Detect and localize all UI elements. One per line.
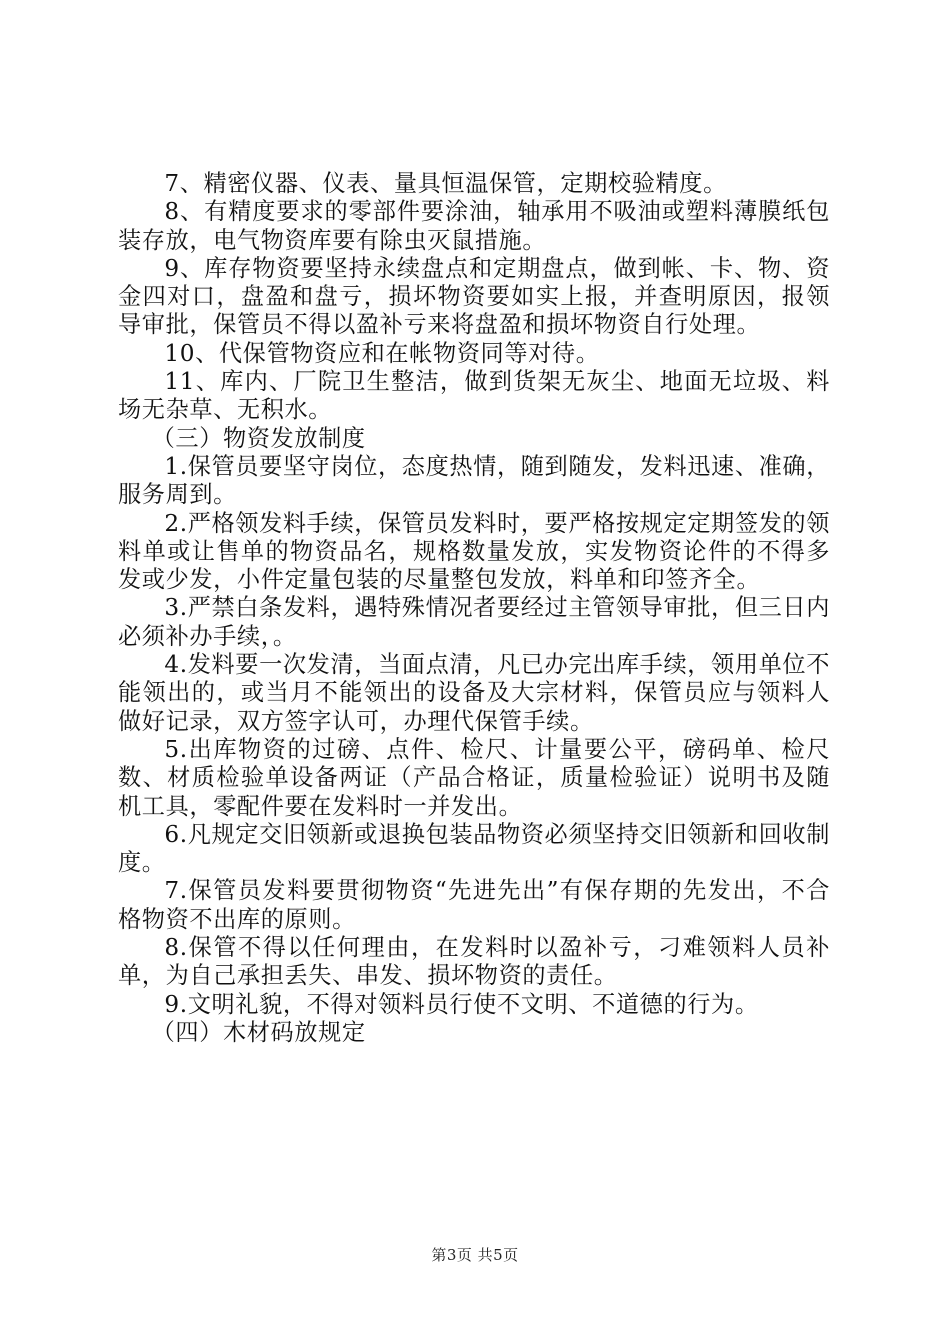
rule-item-8: 8.保管不得以任何理由，在发料时以盈补亏，刁难领料人员补单，为自己承担丢失、串发、损坏物资的责任。: [118, 934, 830, 990]
rule-item-4: 4.发料要一次发清，当面点清，凡已办完出库手续，领用单位不能领出的，或当月不能领出的设备及大宗材料，保管员应与领料人做好记录，双方签字认可，办理代保管手续。: [118, 651, 830, 735]
rule-item-9: 9.文明礼貌，不得对领料员行使不文明、不道德的行为。: [164, 990, 759, 1018]
rule-item-5: 5.出库物资的过磅、点件、检尺、计量要公平，磅码单、检尺数、材质检验单设备两证（产品合格证，质量检验证）说明书及随机工具，零配件要在发料时一并发出。: [118, 735, 830, 820]
paragraph-item-7: 7、精密仪器、仪表、量具恒温保管，定期校验精度。: [164, 170, 727, 197]
document-body: [118, 170, 830, 1047]
paragraph-item-8: 8、有精度要求的零部件要涂油，轴承用不吸油或塑料薄膜纸包装存放，电气物资库要有除虫灭鼠措施。: [118, 198, 830, 254]
rule-item-6: 6.凡规定交旧领新或退换包装品物资必须坚持交旧领新和回收制度。: [118, 820, 830, 877]
paragraph-item-10: 10、代保管物资应和在帐物资同等对待。: [164, 339, 600, 367]
rule-item-2: 2.严格领发料手续，保管员发料时，要严格按规定定期签发的领料单或让售单的物资品名，规格数量发放，实发物资论件的不得多发或少发，小件定量包装的尽量整包发放，料单和印签齐全。: [118, 509, 830, 594]
rule-item-7: 7.保管员发料要贯彻物资“先进先出”有保存期的先发出，不合格物资不出库的原则。: [118, 877, 830, 933]
paragraph-item-9: 9、库存物资要坚持永续盘点和定期盘点，做到帐、卡、物、资金四对口，盘盈和盘亏，损坏物资要如实上报，并查明原因，报领导审批，保管员不得以盈补亏来将盘盈和损坏物资自行处理。: [118, 254, 830, 339]
rule-item-1: 1.保管员要坚守岗位，态度热情，随到随发，发料迅速、准确，服务周到。: [118, 452, 830, 509]
page-footer: [0, 1244, 950, 1265]
section-heading-distribution: （三）物资发放制度: [151, 424, 366, 452]
paragraph-item-11: 11、库内、厂院卫生整洁，做到货架无灰尘、地面无垃圾、料场无杂草、无积水。: [118, 368, 830, 424]
page-number: 第3页 共5页: [431, 1246, 519, 1264]
section-heading-timber: （四）木材码放规定: [151, 1018, 366, 1046]
rule-item-3: 3.严禁白条发料，遇特殊情况者要经过主管领导审批，但三日内必须补办手续，。: [118, 594, 830, 650]
